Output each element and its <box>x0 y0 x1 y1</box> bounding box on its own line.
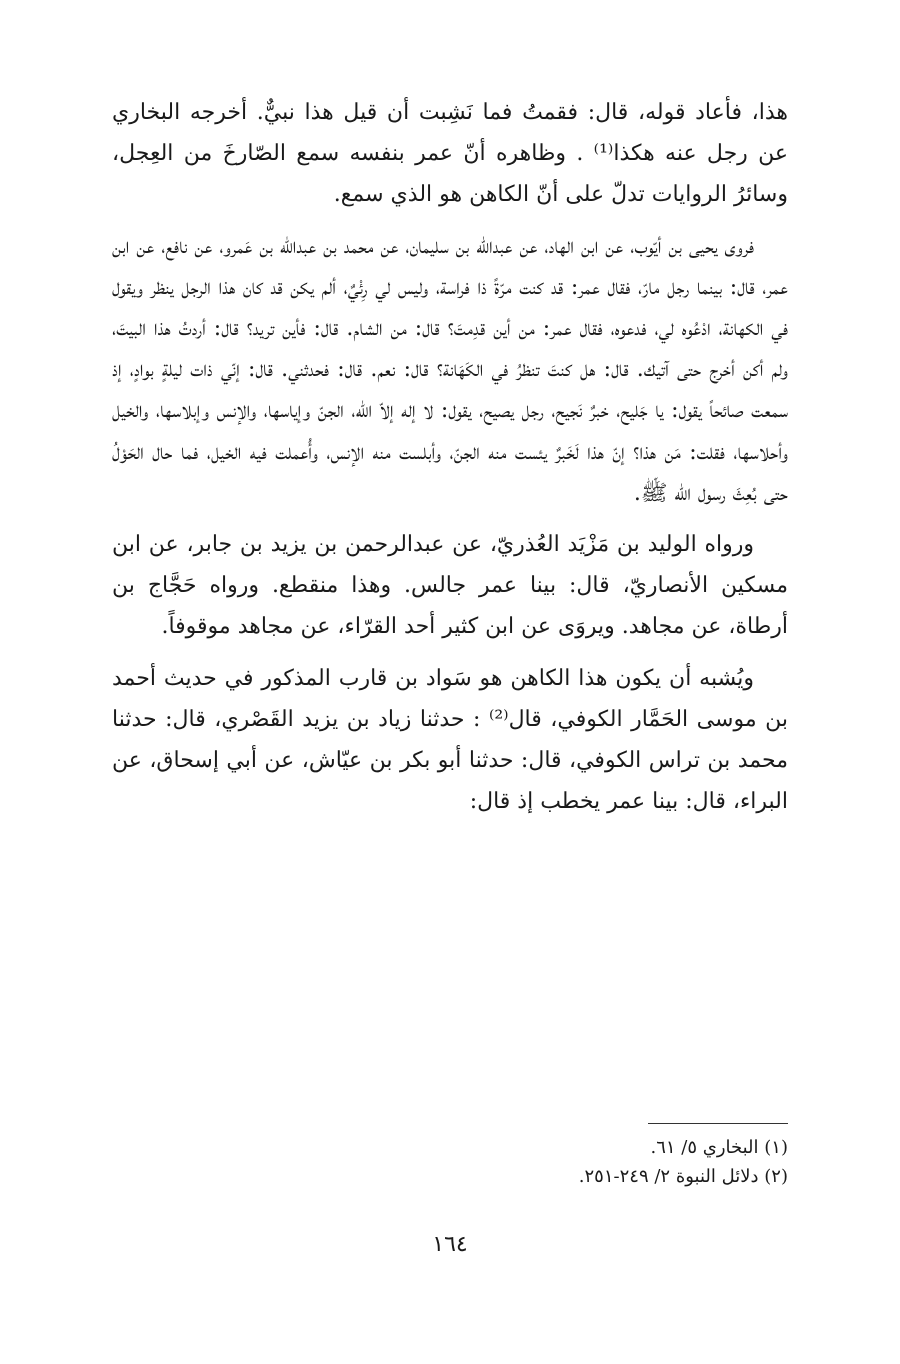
footnote-1: (١) البخاري ٥/ ٦١. <box>650 1137 788 1158</box>
paragraph-2: فروى يحيى بن أيّوب، عن ابن الهاد، عن عبدالله بن سليمان، عن محمد بن عبدالله بن عَمرو، عن نافع، عن ابن عمر، قال: بينما رجل مارّ، فقال عمر: قد كنت مرّةً ذا فراسة، وليس لي رِئْيٌ، ألم يكن قد كان هذا الرجل ينظر ويقول في الكهانة، ادْعُوه لي، فدعوه، فقال عمر: من أين قدِمتَ؟ قال: من الشام. قال: فأين تريد؟ قال: أردتُ هذا البيتَ، ولم أكن أخرج حتى آتيك. قال: هل كنتَ تنظرُ في الكَهَانة؟ قال: نعم. قال: فحدثني. قال: إنّي ذات ليلةٍ بوادٍ، إذ سمعت صائحاً يقول: يا جَليح، خبرٌ نَجيح، رجل يصيح، يقول: لا إله إلاّ الله، الجنّ وإياسها، والإنس وإبلاسها، والخيل وأحلاسها، فقلت: مَن هذا؟ إنّ هذا لَخَبرٌ يئست منه الجنّ، وأبلست منه الإنس، وأُعملت فيه الخيل، فما حال الحَوْلُ حتى بُعِثَ رسول الله ﷺ. <box>112 233 788 506</box>
paragraph-1: هذا، فأعاد قوله، قال: فقمتُ فما نَشِبت أن قيل هذا نبيٌّ. أخرجه البخاري عن رجل عنه هكذا⁽¹⁾ . وظاهره أنّ عمر بنفسه سمع الصّارخَ من العِجل، وسائرُ الروايات تدلّ على أنّ الكاهن هو الذي سمع. <box>112 100 788 208</box>
footnotes <box>112 1133 788 1191</box>
main-text <box>112 92 788 822</box>
paragraph-3: ورواه الوليد بن مَزْيَد العُذريّ، عن عبدالرحمن بن يزيد بن جابر، عن ابن مسكين الأنصاريّ، قال: بينا عمر جالس. وهذا منقطع. ورواه حَجَّاج بن أرطاة، عن مجاهد. ويروَى عن ابن كثير أحد القرّاء، عن مجاهد موقوفاً. <box>112 532 788 640</box>
paragraph-4: ويُشبه أن يكون هذا الكاهن هو سَواد بن قارب المذكور في حديث أحمد بن موسى الحَمَّار الكوفي، قال⁽²⁾ : حدثنا زياد بن يزيد القَصْري، قال: حدثنا محمد بن تراس الكوفي، قال: حدثنا أبو بكر بن عيّاش، عن أبي إسحاق، عن البراء، قال: بينا عمر يخطب إذ قال: <box>112 665 788 815</box>
footnote-separator <box>648 1123 788 1124</box>
page-number: ١٦٤ <box>432 1232 468 1257</box>
footnote-2: (٢) دلائل النبوة ٢/ ٢٤٩-٢٥١. <box>578 1166 788 1187</box>
